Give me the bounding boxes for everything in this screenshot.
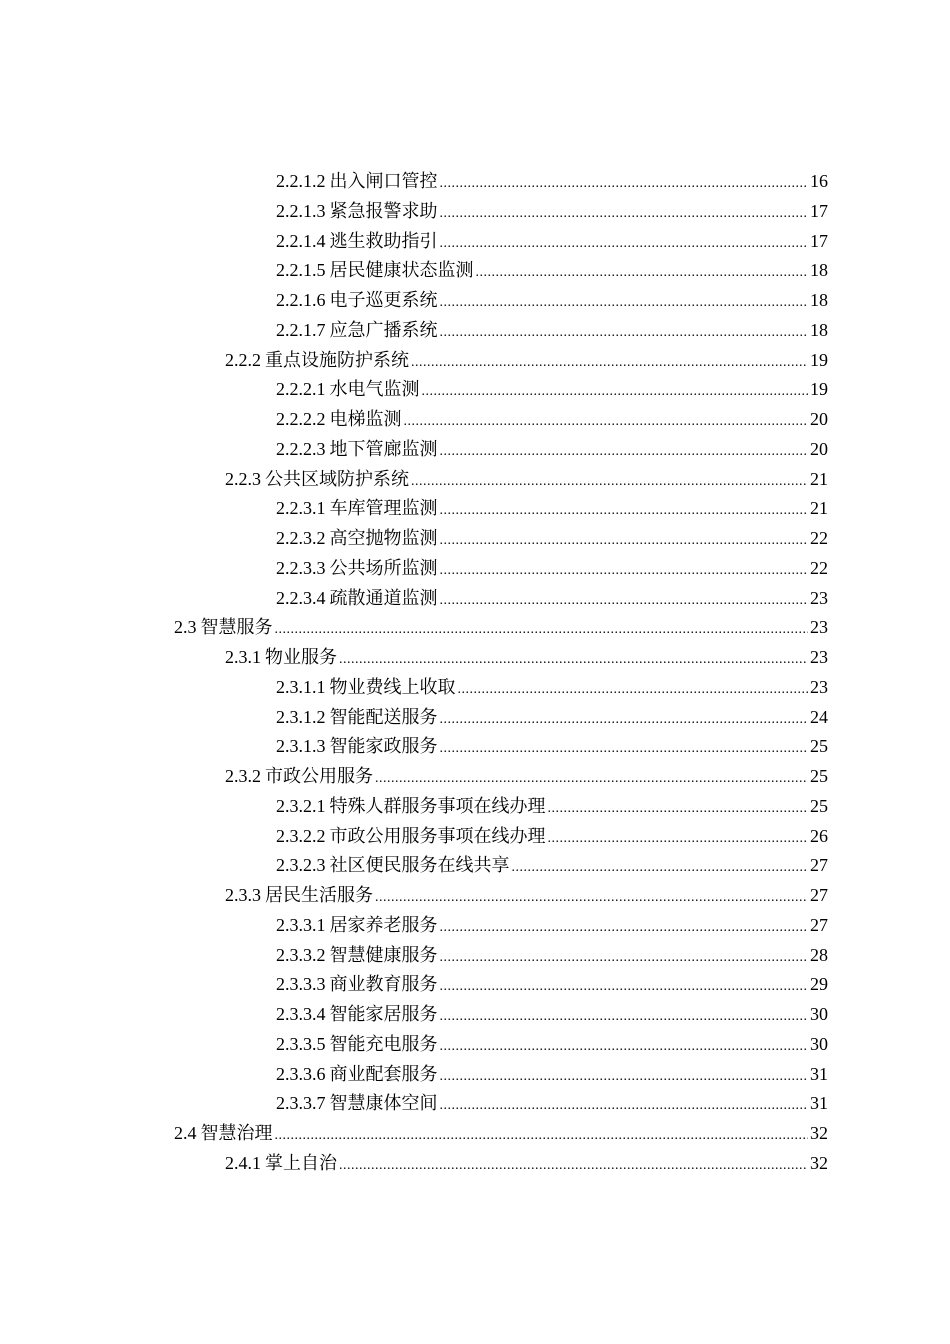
toc-entry[interactable] [0,643,950,673]
toc-entry-page-number: 25 [810,736,828,757]
toc-entry-number: 2.3.1 [225,647,261,667]
toc-entry-page-number: 16 [810,171,828,191]
toc-entry[interactable] [0,703,950,733]
toc-entry-page-number: 31 [810,1093,828,1114]
toc-entry-page-number: 23 [810,676,828,697]
toc-entry-page-number: 18 [810,319,828,340]
dot-leader [458,675,809,705]
toc-entry-title: 高空抛物监测 [329,528,438,548]
dot-leader [375,883,808,913]
toc-entry-title: 地下管廊监测 [329,438,438,459]
toc-entry-number: 2.3.3.3 [276,974,326,995]
dot-leader [440,705,809,735]
toc-entry-title: 疏散通道监测 [329,587,438,608]
toc-entry-number: 2.2.3.2 [276,528,326,548]
toc-entry[interactable] [0,405,950,435]
toc-entry[interactable] [0,970,950,1000]
toc-entry-page-number: 30 [810,1033,828,1054]
toc-entry-title: 市政公用服务 [265,766,373,786]
toc-entry-title: 商业教育服务 [329,974,438,995]
toc-entry-title: 掌上自治 [265,1152,337,1173]
toc-entry-page-number: 23 [810,617,828,638]
toc-entry-title: 物业费线上收取 [329,676,456,697]
toc-entry[interactable] [0,554,950,584]
toc-entry-page-number: 26 [810,825,828,846]
dot-leader [440,496,809,526]
toc-entry-page-number: 17 [810,200,828,221]
dot-leader [440,1002,809,1032]
toc-entry-title: 智能家居服务 [329,1004,438,1024]
toc-entry-number: 2.2.3.3 [276,557,326,578]
toc-entry-page-number: 23 [810,587,828,608]
toc-entry-page-number: 32 [810,1123,828,1143]
toc-entry-page-number: 20 [810,409,828,429]
toc-entry-page-number: 18 [810,260,828,281]
toc-entry-page-number: 18 [810,290,828,310]
toc-entry[interactable] [0,227,950,257]
toc-entry-title: 市政公用服务事项在线办理 [329,825,546,846]
dot-leader [440,943,809,973]
toc-entry-page-number: 17 [810,230,828,251]
toc-entry-number: 2.3.3.2 [276,944,326,965]
dot-leader [440,734,809,764]
dot-leader [440,199,809,229]
dot-leader [440,437,809,467]
toc-entry-page-number: 24 [810,706,828,727]
toc-entry-page-number: 32 [810,1152,828,1173]
dot-leader [375,764,808,794]
toc-entry-page-number: 19 [810,379,828,400]
toc-entry-page-number: 20 [810,438,828,459]
toc-entry[interactable] [0,941,950,971]
toc-entry-page-number: 31 [810,1063,828,1084]
toc-entry-number: 2.3.2.3 [276,855,326,876]
toc-entry-title: 智慧健康服务 [329,944,438,965]
toc-entry-title: 水电气监测 [329,379,420,400]
toc-entry[interactable] [0,494,950,524]
dot-leader [440,1062,809,1092]
toc-entry[interactable] [0,256,950,286]
toc-entry[interactable] [0,1000,950,1030]
toc-entry-title: 应急广播系统 [329,319,438,340]
toc-entry[interactable] [0,792,950,822]
toc-entry[interactable] [0,584,950,614]
toc-entry-title: 车库管理监测 [329,498,438,519]
toc-entry-page-number: 22 [810,557,828,578]
toc-entry-number: 2.3.3.1 [276,914,326,935]
toc-entry-page-number: 21 [810,498,828,519]
toc-entry[interactable] [0,286,950,316]
toc-entry-page-number: 27 [810,914,828,935]
toc-entry-title: 紧急报警求助 [329,200,438,221]
toc-entry-number: 2.3.2.1 [276,795,326,816]
dot-leader [339,1151,808,1181]
toc-entry-title: 居民健康状态监测 [329,260,474,281]
toc-entry-number: 2.3.1.1 [276,676,326,697]
dot-leader [512,853,809,883]
toc-entry-title: 电子巡更系统 [329,290,438,310]
toc-entry-number: 2.2.2.3 [276,438,326,459]
toc-entry-number: 2.2.2 [225,349,261,370]
toc-entry-title: 出入闸口管控 [329,171,438,191]
toc-entry[interactable] [0,911,950,941]
toc-entry[interactable] [0,1030,950,1060]
dot-leader [440,229,809,259]
toc-entry[interactable] [0,435,950,465]
toc-entry-number: 2.2.1.7 [276,319,326,340]
toc-entry-number: 2.2.1.5 [276,260,326,281]
toc-entry-page-number: 22 [810,528,828,548]
toc-entry-title: 智能配送服务 [329,706,438,727]
toc-entry-number: 2.2.3 [225,468,261,489]
toc-entry-page-number: 27 [810,885,828,905]
toc-entry-title: 社区便民服务在线共享 [329,855,510,876]
toc-entry-page-number: 29 [810,974,828,995]
toc-entry[interactable] [0,1089,950,1119]
toc-entry[interactable] [0,851,950,881]
dot-leader [411,348,808,378]
toc-entry-number: 2.3.3.6 [276,1063,326,1084]
toc-entry-title: 公共区域防护系统 [265,468,409,489]
toc-entry-title: 居民生活服务 [265,885,373,905]
toc-entry-number: 2.2.3.1 [276,498,326,519]
toc-entry-number: 2.2.1.3 [276,200,326,221]
toc-entry-page-number: 25 [810,766,828,786]
toc-entry-number: 2.2.1.4 [276,230,326,251]
toc-entry[interactable] [0,822,950,852]
toc-entry[interactable] [0,762,950,792]
dot-leader [548,794,809,824]
toc-entry[interactable] [0,1060,950,1090]
toc-entry-title: 特殊人群服务事项在线办理 [329,795,546,816]
dot-leader [440,318,809,348]
toc-entry-title: 智能充电服务 [329,1033,438,1054]
dot-leader [440,169,809,199]
toc-entry-page-number: 28 [810,944,828,965]
toc-entry-page-number: 23 [810,647,828,667]
toc-entry[interactable] [0,167,950,197]
toc-entry[interactable] [0,613,950,643]
toc-entry-number: 2.2.2.2 [276,409,326,429]
dot-leader [440,526,809,556]
dot-leader [440,1091,809,1121]
dot-leader [476,258,809,288]
toc-entry[interactable] [0,524,950,554]
toc-entry-page-number: 27 [810,855,828,876]
dot-leader [411,467,808,497]
toc-entry[interactable] [0,673,950,703]
dot-leader [440,586,809,616]
dot-leader [440,913,809,943]
toc-entry-number: 2.3.1.3 [276,736,326,757]
toc-entry-title: 重点设施防护系统 [265,349,409,370]
toc-entry[interactable] [0,375,950,405]
dot-leader [275,1121,809,1151]
toc-entry-title: 智慧服务 [200,617,273,638]
toc-entry-title: 居家养老服务 [329,914,438,935]
toc-entry[interactable] [0,732,950,762]
dot-leader [339,645,808,675]
toc-entry-number: 2.3.3.4 [276,1004,326,1024]
toc-entry-page-number: 21 [810,468,828,489]
dot-leader [404,407,809,437]
toc-entry-number: 2.3.2.2 [276,825,326,846]
toc-entry-number: 2.4.1 [225,1152,261,1173]
toc-entry-number: 2.3.2 [225,766,261,786]
toc-entry-number: 2.3 [174,617,197,638]
toc-entry[interactable] [0,316,950,346]
toc-entry-number: 2.3.3.7 [276,1093,326,1114]
dot-leader [548,824,809,854]
dot-leader [440,972,809,1002]
toc-entry-title: 智慧治理 [200,1123,273,1143]
toc-entry[interactable] [0,197,950,227]
toc-entry-title: 物业服务 [265,647,337,667]
table-of-contents [0,167,950,1179]
toc-entry-page-number: 30 [810,1004,828,1024]
toc-entry-number: 2.4 [174,1123,197,1143]
toc-entry-number: 2.3.3 [225,885,261,905]
toc-entry-page-number: 19 [810,349,828,370]
toc-entry[interactable] [0,346,950,376]
toc-entry-number: 2.3.3.5 [276,1033,326,1054]
toc-entry[interactable] [0,1119,950,1149]
toc-entry-number: 2.3.1.2 [276,706,326,727]
toc-entry[interactable] [0,881,950,911]
toc-entry-title: 智慧康体空间 [329,1093,438,1114]
dot-leader [275,615,809,645]
dot-leader [440,556,809,586]
toc-entry-number: 2.2.3.4 [276,587,326,608]
dot-leader [440,288,809,318]
toc-entry-title: 逃生救助指引 [329,230,438,251]
dot-leader [440,1032,809,1062]
toc-entry-title: 公共场所监测 [329,557,438,578]
toc-entry-number: 2.2.2.1 [276,379,326,400]
toc-entry-number: 2.2.1.2 [276,171,326,191]
dot-leader [422,377,809,407]
toc-entry-title: 智能家政服务 [329,736,438,757]
toc-entry-title: 商业配套服务 [329,1063,438,1084]
toc-entry-page-number: 25 [810,795,828,816]
toc-entry[interactable] [0,465,950,495]
toc-entry-title: 电梯监测 [329,409,402,429]
toc-entry[interactable] [0,1149,950,1179]
toc-entry-number: 2.2.1.6 [276,290,326,310]
